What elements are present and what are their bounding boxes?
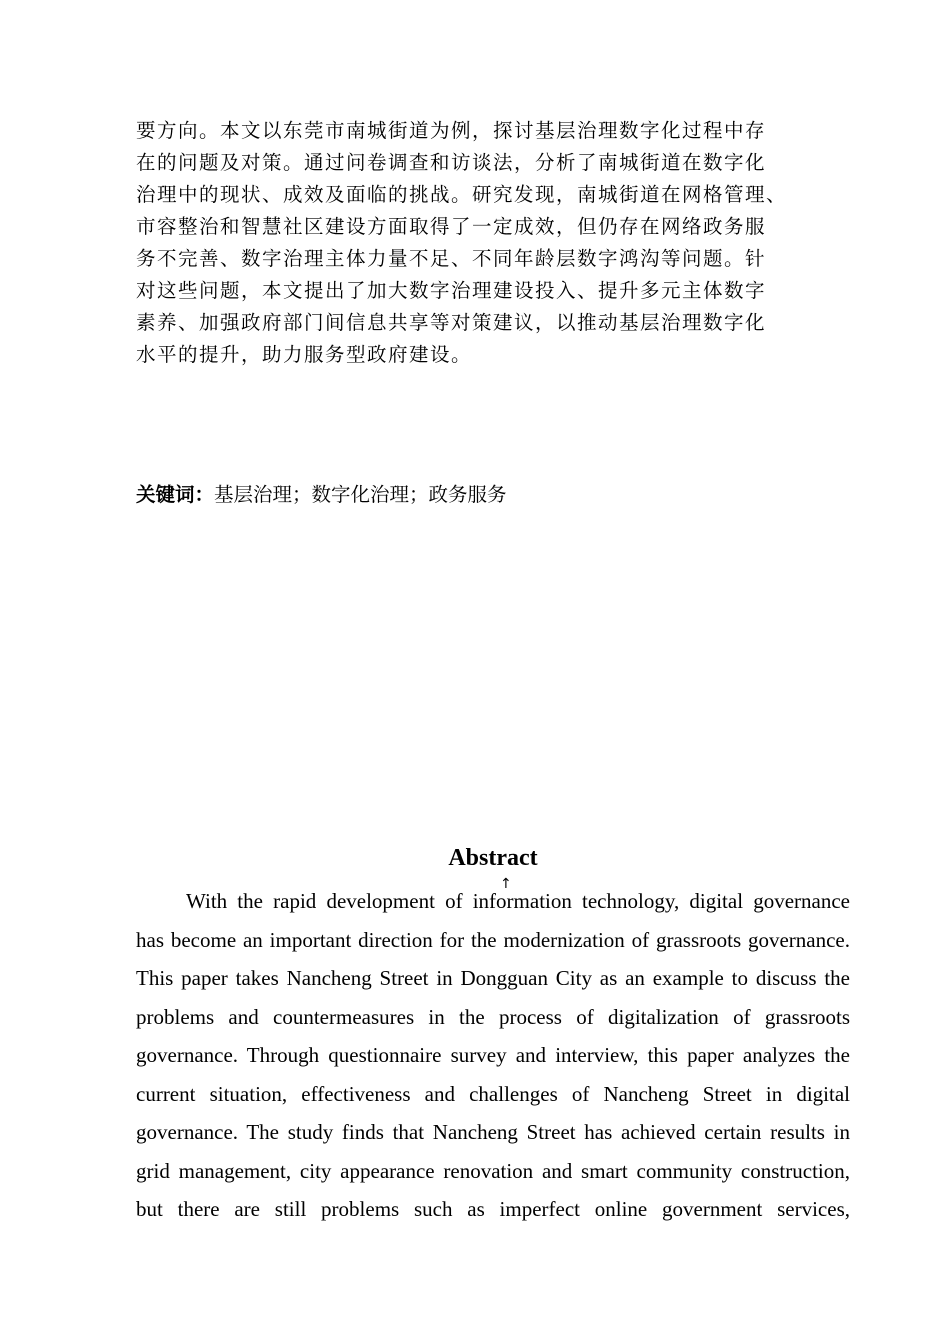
chinese-abstract-line: 市容整治和智慧社区建设方面取得了一定成效，但仍存在网络政务服 (136, 215, 767, 238)
chinese-abstract-line: 治理中的现状、成效及面临的挑战。研究发现，南城街道在网格管理、 (136, 183, 788, 206)
english-abstract-line: grid management, city appearance renovation and smart community construction, (136, 1158, 850, 1183)
english-abstract-line: With the rapid development of information technology, digital governance (186, 889, 850, 913)
english-abstract-line: governance. The study finds that Nancheng Street has achieved certain results in (136, 1120, 850, 1144)
english-abstract-line: current situation, effectiveness and challenges of Nancheng Street in digital (136, 1081, 850, 1106)
english-abstract-line: problems and countermeasures in the process of digitalization of grassroots (136, 1004, 850, 1029)
abstract-heading: Abstract (448, 845, 538, 871)
chinese-abstract-line: 务不完善、数字治理主体力量不足、不同年龄层数字鸿沟等问题。针 (136, 247, 767, 270)
english-abstract-line: has become an important direction for the modernization of grassroots governance. (136, 927, 850, 952)
keywords-label: 关键词： (136, 483, 215, 506)
chinese-abstract-line: 在的问题及对策。通过问卷调查和访谈法，分析了南城街道在数字化 (136, 151, 767, 174)
text-cursor-icon: ↑ (500, 876, 512, 892)
keywords-paragraph (136, 479, 507, 511)
keywords-value: 基层治理；数字化治理；政务服务 (214, 483, 507, 506)
english-abstract-line: but there are still problems such as imperfect online government services, (136, 1197, 850, 1221)
chinese-abstract-body (136, 115, 850, 371)
english-abstract-body (136, 882, 850, 1229)
chinese-abstract-line: 对这些问题，本文提出了加大数字治理建设投入、提升多元主体数字 (136, 279, 767, 302)
english-abstract-line: This paper takes Nancheng Street in Dongguan City as an example to discuss the (136, 966, 850, 990)
chinese-abstract-line: 要方向。本文以东莞市南城街道为例，探讨基层治理数字化过程中存 (136, 119, 767, 142)
english-abstract-line: governance. Through questionnaire survey and interview, this paper analyzes the (136, 1043, 850, 1067)
chinese-abstract-line: 素养、加强政府部门间信息共享等对策建议，以推动基层治理数字化 (136, 311, 767, 334)
chinese-abstract-line: 水平的提升，助力服务型政府建设。 (136, 343, 473, 366)
